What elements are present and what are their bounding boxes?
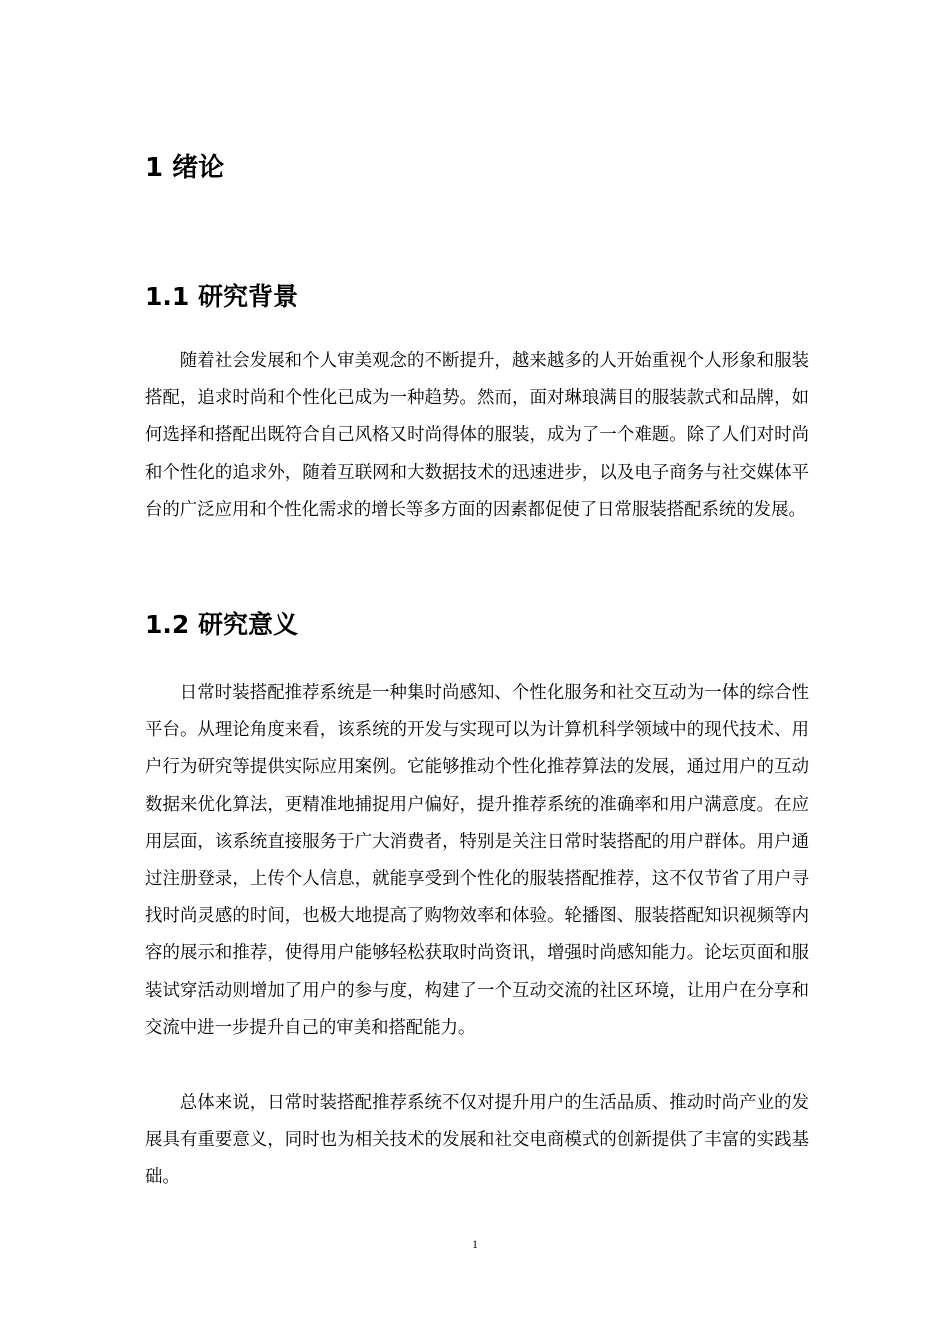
chapter-title: 1 绪论 bbox=[145, 153, 225, 183]
paragraph-significance: 日常时装搭配推荐系统是一种集时尚感知、个性化服务和社交互动为一体的综合性平台。从理论角度来看，该系统的开发与实现可以为计算机科学领域中的现代技术、用户行为研究等提供实际应用案例。它能够推动个性化推荐算法的发展，通过用户的互动数据来优化算法，更精准地捕捉用户偏好，提升推荐系统的准确率和用户满意度。在应用层面，该系统直接服务于广大消费者，特别是关注日常时装搭配的用户群体。用户通过注册登录，上传个人信息，就能享受到个性化的服装搭配推荐，这不仅节省了用户寻找时尚灵感的时间，也极大地提高了购物效率和体验。轮播图、服装搭配知识视频等内容的展示和推荐，使得用户能够轻松获取时尚资讯，增强时尚感知能力。论坛页面和服装试穿活动则增加了用户的参与度，构建了一个互动交流的社区环境，让用户在分享和交流中进一步提升自己的审美和搭配能力。 bbox=[145, 683, 809, 1038]
paragraph-summary: 总体来说，日常时装搭配推荐系统不仅对提升用户的生活品质、推动时尚产业的发展具有重要意义，同时也为相关技术的发展和社交电商模式的创新提供了丰富的实践基础。 bbox=[145, 1093, 809, 1188]
paragraph-background: 随着社会发展和个人审美观念的不断提升，越来越多的人开始重视个人形象和服装搭配，追求时尚和个性化已成为一种趋势。然而，面对琳琅满目的服装款式和品牌，如何选择和搭配出既符合自己风格又时尚得体的服装，成为了一个难题。除了人们对时尚和个性化的追求外，随着互联网和大数据技术的迅速进步，以及电子商务与社交媒体平台的广泛应用和个性化需求的增长等多方面的因素都促使了日常服装搭配系统的发展。 bbox=[145, 351, 809, 520]
section-title-significance: 1.2 研究意义 bbox=[145, 610, 298, 639]
page-number: 1 bbox=[472, 1237, 478, 1251]
section-title-background: 1.1 研究背景 bbox=[145, 282, 298, 311]
